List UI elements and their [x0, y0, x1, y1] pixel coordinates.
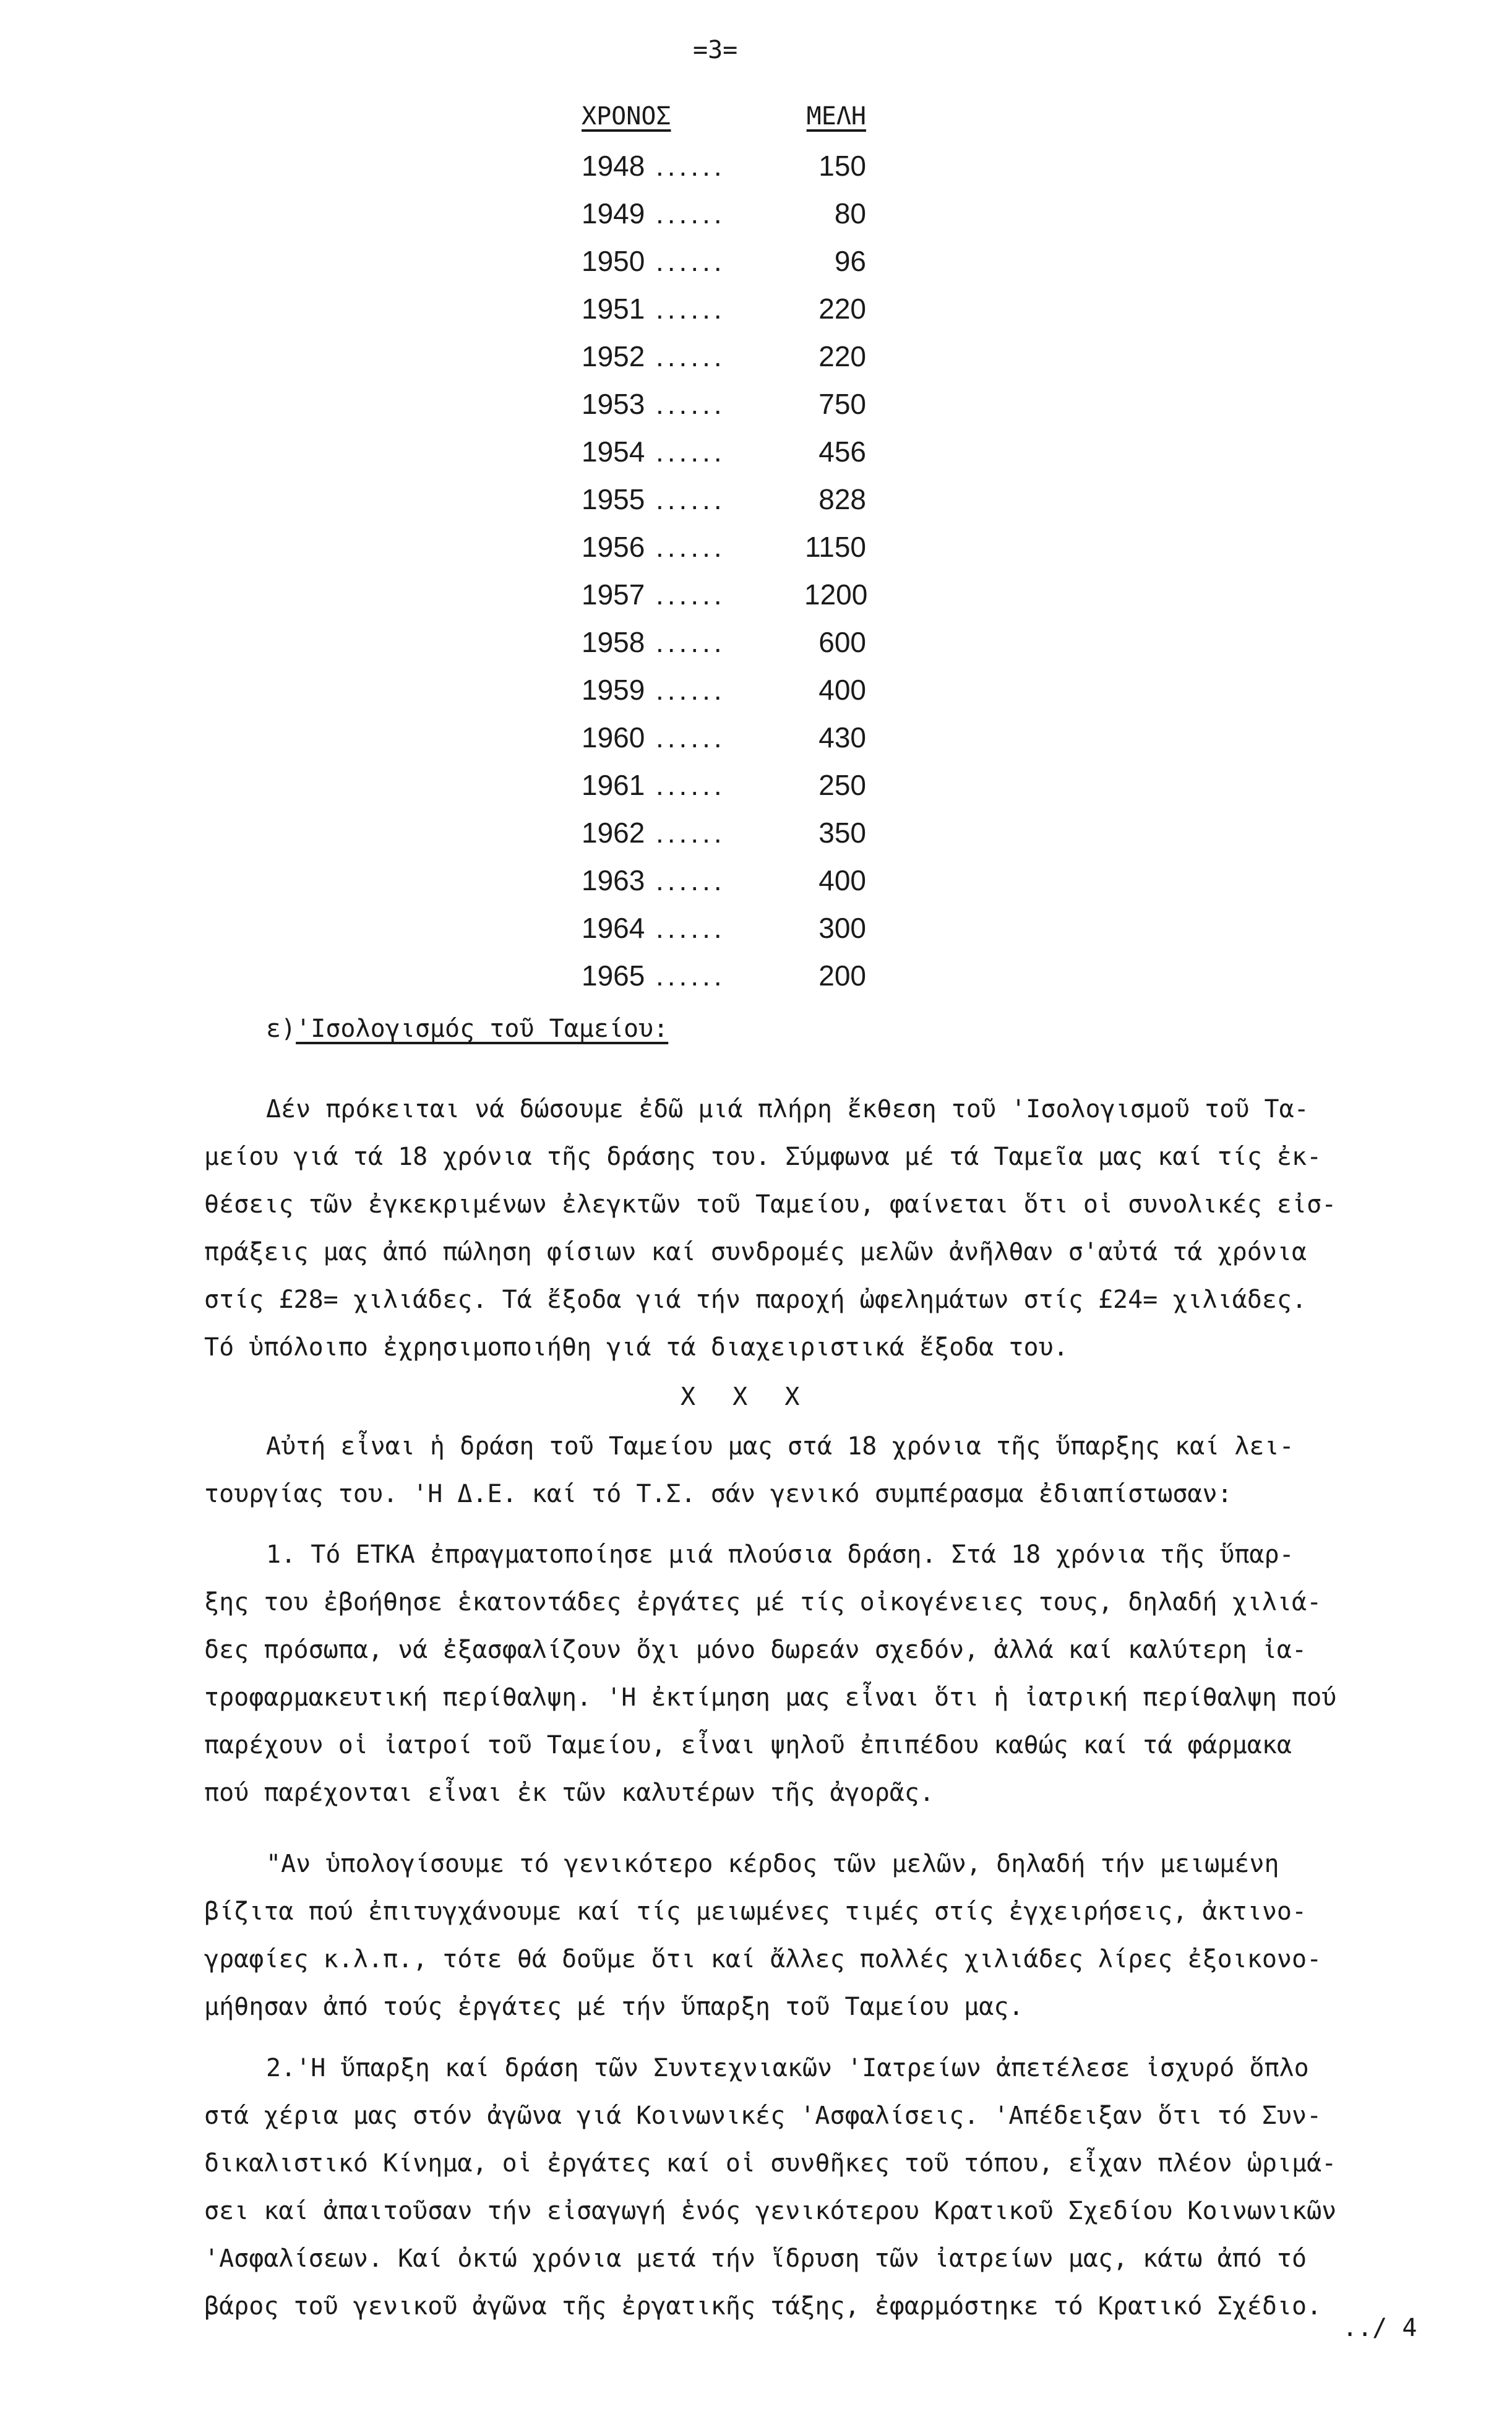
year-cell: 1964 [582, 912, 645, 944]
point-2-paragraph [204, 2045, 1460, 2330]
table-row [582, 435, 866, 483]
page-number: =3= [693, 36, 738, 64]
section-e-paragraph [204, 1086, 1460, 1372]
year-cell: 1962 [582, 817, 645, 849]
table-row [582, 625, 866, 673]
members-cell: 350 [818, 817, 866, 849]
paragraph-line: Αὐτή εἶναι ἡ δράση τοῦ Ταμείου μας στά 18 χρόνια τῆς ὕπαρξης καί λει- [266, 1432, 1294, 1461]
members-cell: 96 [834, 245, 866, 277]
table-row [582, 197, 866, 244]
paragraph-line: δικαλιστικό Κίνημα, οἱ ἐργάτες καί οἱ συνθῆκες τοῦ τόπου, εἶχαν πλέον ὡριμά- [204, 2149, 1337, 2178]
table-row [582, 864, 866, 911]
table-row [582, 530, 866, 578]
paragraph-line: βίζιτα πού ἐπιτυγχάνουμε καί τίς μειωμένες τιμές στίς ἐγχειρήσεις, ἀκτινο- [204, 1897, 1307, 1926]
leader-dots: ...... [656, 817, 726, 849]
paragraph-line: βάρος τοῦ γενικοῦ ἀγῶνα τῆς ἐργατικῆς τάξης, ἐφαρμόστηκε τό Κρατικό Σχέδιο. [204, 2292, 1322, 2321]
leader-dots: ...... [656, 150, 726, 182]
table-body [582, 149, 866, 1007]
year-cell: 1957 [582, 578, 645, 611]
year-cell: 1951 [582, 293, 645, 325]
paragraph-line: παρέχουν οἱ ἰατροί τοῦ Ταμείου, εἶναι ψηλοῦ ἐπιπέδου καθώς καί τά φάρμακα [204, 1731, 1292, 1759]
table-row [582, 244, 866, 292]
table-row [582, 673, 866, 721]
leader-dots: ...... [656, 626, 726, 658]
members-cell: 300 [818, 912, 866, 944]
members-cell: 200 [818, 960, 866, 992]
leader-dots: ...... [656, 245, 726, 277]
table-row [582, 911, 866, 959]
paragraph-line: θέσεις τῶν ἐγκεκριμένων ἐλεγκτῶν τοῦ Ταμείου, φαίνεται ὅτι οἱ συνολικές εἰσ- [204, 1190, 1337, 1219]
members-cell: 600 [818, 626, 866, 658]
paragraph-line: πράξεις μας ἀπό πώληση φίσιων καί συνδρομές μελῶν ἀνῆλθαν σ'αὐτά τά χρόνια [204, 1238, 1307, 1266]
leader-dots: ...... [656, 531, 726, 563]
table-row [582, 768, 866, 816]
members-cell: 150 [818, 150, 866, 182]
continuation-mark: ../ 4 [1342, 2314, 1417, 2342]
paragraph-line: τουργίας του. 'Η Δ.Ε. καί τό Τ.Σ. σάν γενικό συμπέρασμα ἐδιαπίστωσαν: [204, 1480, 1232, 1508]
leader-dots: ...... [656, 388, 726, 420]
year-cell: 1950 [582, 245, 645, 277]
summary-paragraph [204, 1423, 1460, 1518]
year-cell: 1949 [582, 197, 645, 230]
paragraph-line: "Αν ὑπολογίσουμε τό γενικότερο κέρδος τῶν μελῶν, δηλαδή τήν μειωμένη [266, 1850, 1279, 1878]
members-cell: 220 [818, 293, 866, 325]
members-cell: 400 [818, 674, 866, 706]
leader-dots: ...... [656, 721, 726, 754]
table-row [582, 292, 866, 340]
year-cell: 1952 [582, 340, 645, 372]
members-cell: 456 [818, 436, 866, 468]
paragraph-line: στίς £28= χιλιάδες. Τά ἔξοδα γιά τήν παροχή ὠφελημάτων στίς £24= χιλιάδες. [204, 1286, 1307, 1314]
table-row [582, 149, 866, 197]
year-cell: 1960 [582, 721, 645, 754]
paragraph-line: πού παρέχονται εἶναι ἐκ τῶν καλυτέρων τῆς ἀγορᾶς. [204, 1779, 935, 1807]
year-cell: 1956 [582, 531, 645, 563]
year-cell: 1955 [582, 483, 645, 515]
point-1b-paragraph [204, 1840, 1460, 2031]
members-cell: 400 [818, 864, 866, 896]
paragraph-line: στά χέρια μας στόν ἀγῶνα γιά Κοινωνικές 'Ασφαλίσεις. 'Απέδειξαν ὅτι τό Συν- [204, 2102, 1322, 2130]
members-cell: 80 [834, 197, 866, 230]
paragraph-line: 1. Τό ΕΤΚΑ ἐπραγματοποίησε μιά πλούσια δράση. Στά 18 χρόνια τῆς ὕπαρ- [266, 1540, 1294, 1569]
leader-dots: ...... [656, 293, 726, 325]
year-cell: 1958 [582, 626, 645, 658]
leader-dots: ...... [656, 436, 726, 468]
year-cell: 1948 [582, 150, 645, 182]
members-cell: 828 [818, 483, 866, 515]
paragraph-line: Τό ὑπόλοιπο ἐχρησιμοποιήθη γιά τά διαχειριστικά ἔξοδα του. [204, 1333, 1068, 1362]
section-e-title: 'Ισολογισμός τοῦ Ταμείου: [296, 1015, 669, 1043]
members-cell: 1150 [805, 531, 866, 563]
paragraph-line: δες πρόσωπα, νά ἐξασφαλίζουν ὄχι μόνο δωρεάν σχεδόν, ἀλλά καί καλύτερη ἰα- [204, 1636, 1307, 1664]
leader-dots: ...... [656, 483, 726, 515]
year-cell: 1961 [582, 769, 645, 801]
leader-dots: ...... [656, 864, 726, 896]
paragraph-line: μήθησαν ἀπό τούς ἐργάτες μέ τήν ὕπαρξη τοῦ Ταμείου μας. [204, 1993, 1024, 2021]
paragraph-line: μείου γιά τά 18 χρόνια τῆς δράσης του. Σύμφωνα μέ τά Ταμεῖα μας καί τίς ἐκ- [204, 1143, 1322, 1171]
leader-dots: ...... [656, 912, 726, 944]
table-row [582, 816, 866, 864]
table-row [582, 387, 866, 435]
members-table [582, 102, 866, 1007]
year-cell: 1953 [582, 388, 645, 420]
header-year: ΧΡΟΝΟΣ [582, 102, 671, 131]
leader-dots: ...... [656, 960, 726, 992]
paragraph-line: γραφίες κ.λ.π., τότε θά δοῦμε ὅτι καί ἄλλες πολλές χιλιάδες λίρες ἐξοικονο- [204, 1945, 1322, 1973]
paragraph-line: 'Ασφαλίσεων. Καί ὀκτώ χρόνια μετά τήν ἵδρυση τῶν ἰατρείων μας, κάτω ἀπό τό [204, 2244, 1307, 2273]
members-cell: 250 [818, 769, 866, 801]
table-header [582, 102, 866, 149]
year-cell: 1959 [582, 674, 645, 706]
members-cell: 430 [818, 721, 866, 754]
leader-dots: ...... [656, 340, 726, 372]
year-cell: 1963 [582, 864, 645, 896]
section-e-prefix: ε) [266, 1015, 296, 1043]
members-cell: 1200 [804, 578, 868, 611]
point-1-paragraph [204, 1531, 1460, 1817]
paragraph-line: σει καί ἀπαιτοῦσαν τήν εἰσαγωγή ἑνός γενικότερου Κρατικοῦ Σχεδίου Κοινωνικῶν [204, 2197, 1337, 2225]
table-row [582, 721, 866, 768]
paragraph-line: ξης του ἐβοήθησε ἑκατοντάδες ἐργάτες μέ τίς οἰκογένειες τους, δηλαδή χιλιά- [204, 1588, 1322, 1617]
leader-dots: ...... [656, 769, 726, 801]
leader-dots: ...... [656, 197, 726, 230]
table-row [582, 578, 866, 625]
section-e-heading [266, 1015, 668, 1043]
leader-dots: ...... [656, 674, 726, 706]
header-members: ΜΕΛΗ [806, 102, 866, 131]
paragraph-line: Δέν πρόκειται νά δώσουμε ἐδῶ μιά πλήρη ἔκθεση τοῦ 'Ισολογισμοῦ τοῦ Τα- [266, 1095, 1309, 1123]
table-row [582, 340, 866, 387]
table-row [582, 483, 866, 530]
members-cell: 750 [818, 388, 866, 420]
table-row [582, 959, 866, 1007]
year-cell: 1954 [582, 436, 645, 468]
leader-dots: ...... [656, 578, 726, 611]
members-cell: 220 [818, 340, 866, 372]
paragraph-line: 2.'Η ὕπαρξη καί δράση τῶν Συντεχνιακῶν 'Ιατρείων ἀπετέλεσε ἰσχυρό ὅπλο [266, 2054, 1309, 2082]
section-separator: X X X [681, 1383, 811, 1411]
paragraph-line: τροφαρμακευτική περίθαλψη. 'Η ἐκτίμηση μας εἶναι ὅτι ἡ ἰατρική περίθαλψη πού [204, 1683, 1337, 1712]
year-cell: 1965 [582, 960, 645, 992]
